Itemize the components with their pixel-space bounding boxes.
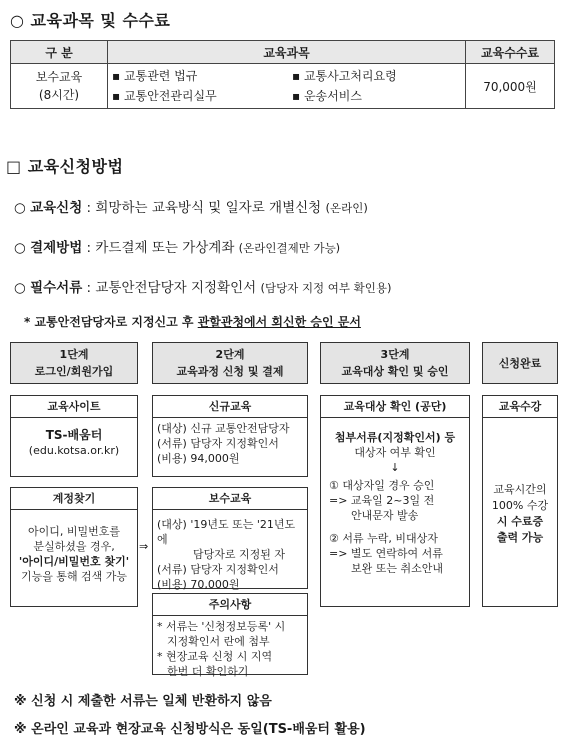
- subject-item: ▪ 교통안전관리실무: [112, 89, 217, 103]
- category-hours: (8시간): [38, 88, 80, 102]
- table-header: 구 분: [11, 41, 108, 64]
- footer-note: ※ 신청 시 제출한 서류는 일체 반환하지 않음: [14, 694, 272, 709]
- box-line: * 서류는 '신청정보등록' 시: [157, 620, 286, 633]
- box-title: 교육대상 확인 (공단): [321, 396, 469, 418]
- box-line: (대상) '19년도 또는 '21년도에: [157, 518, 296, 546]
- box-line: 100% 수강: [491, 499, 549, 512]
- step-number: 2단계: [215, 348, 245, 361]
- box-line: '아이디/비밀번호 찾기': [18, 555, 130, 568]
- category-name: 보수교육: [35, 70, 83, 84]
- step-number: 3단계: [380, 348, 410, 361]
- caution-box: [152, 593, 308, 678]
- table-cell-category: [11, 64, 108, 109]
- account-find-box: [10, 487, 138, 607]
- note-text: * 교통안전담당자로 지정신고 후: [24, 315, 198, 329]
- note-underline: 관할관청에서 회신한 승인 문서: [197, 315, 361, 329]
- step-2: [152, 342, 308, 384]
- bullet: ○: [14, 280, 26, 296]
- arrow-icon: ⇒: [139, 540, 149, 553]
- box-line: (서류) 담당자 지정확인서: [157, 563, 279, 576]
- box-line: 시 수료증: [496, 515, 544, 528]
- down-arrow-icon: ↓: [390, 461, 400, 474]
- box-title: 보수교육: [153, 488, 307, 510]
- box-line: 지정확인서 란에 첨부: [167, 635, 270, 648]
- box-line: 안내문자 발송: [351, 509, 419, 522]
- step-label: 교육대상 확인 및 승인: [341, 365, 449, 378]
- new-edu-box: [152, 395, 308, 477]
- step-number: 1단계: [59, 348, 89, 361]
- box-title: 계정찾기: [11, 488, 137, 510]
- bullet: ○: [14, 240, 26, 256]
- box-line: ② 서류 누락, 비대상자: [329, 532, 438, 545]
- subject-item: ▪ 교통사고처리요령: [292, 69, 397, 83]
- step-label: 교육과정 신청 및 결제: [176, 365, 284, 378]
- apply-item: [14, 196, 368, 216]
- item-note: (담당자 지정 여부 확인용): [260, 281, 392, 295]
- box-title: 주의사항: [153, 594, 307, 616]
- subject-item: ▪ 교통관련 법규: [112, 69, 198, 83]
- item-label: 결제방법: [30, 240, 83, 256]
- bullet: ○: [14, 200, 26, 216]
- renew-edu-box: [152, 487, 308, 589]
- box-line: 보완 또는 취소안내: [351, 562, 444, 575]
- box-line: => 교육일 2~3일 전: [329, 494, 435, 507]
- box-line: (서류) 담당자 지정확인서: [157, 437, 279, 450]
- apply-item: [14, 236, 340, 256]
- fee-table: [10, 40, 555, 109]
- item-label: 교육신청: [30, 200, 83, 216]
- table-cell-subjects: [108, 64, 466, 109]
- table-header: 교육수수료: [466, 41, 555, 64]
- box-line: (비용) 70,000원: [157, 578, 240, 591]
- edu-site-box: [10, 395, 138, 477]
- item-text: : 카드결제 또는 가상계좌: [82, 240, 239, 256]
- box-line: 담당자로 지정된 자: [193, 548, 286, 561]
- item-note: (온라인결제만 가능): [238, 241, 341, 255]
- subject-item: ▪ 운송서비스: [292, 89, 362, 103]
- box-line: 첨부서류(지정확인서) 등: [334, 431, 456, 444]
- footer-note: ※ 온라인 교육과 현장교육 신청방식은 동일(TS-배움터 활용): [14, 722, 366, 737]
- box-title: 교육사이트: [11, 396, 137, 418]
- box-line: * 현장교육 신청 시 지역: [157, 650, 273, 663]
- step-label: 로그인/회원가입: [34, 365, 114, 378]
- box-line: ① 대상자일 경우 승인: [329, 479, 435, 492]
- box-line: => 별도 연락하여 서류: [329, 547, 443, 560]
- box-line: 아이디, 비밀번호를: [27, 525, 120, 538]
- step-3: [320, 342, 470, 384]
- item-text: : 교통안전담당자 지정확인서: [82, 280, 261, 296]
- apply-item: [14, 276, 392, 296]
- box-line: 출력 가능: [496, 531, 544, 544]
- section-title-apply: □ 교육신청방법: [6, 157, 124, 176]
- box-line: (비용) 94,000원: [157, 452, 240, 465]
- step-1: [10, 342, 138, 384]
- item-label: 필수서류: [30, 280, 83, 296]
- section-title-fees: ○ 교육과목 및 수수료: [10, 11, 171, 30]
- verify-box: [320, 395, 470, 607]
- box-title: 교육수강: [483, 396, 557, 418]
- box-line: (대상) 신규 교통안전담당자: [157, 422, 290, 435]
- attend-box: [482, 395, 558, 607]
- box-line: 분실하셨을 경우,: [33, 540, 115, 553]
- required-doc-note: [24, 313, 361, 330]
- item-note: (온라인): [325, 201, 368, 215]
- table-cell-fee: 70,000원: [466, 64, 555, 109]
- box-title: 신규교육: [153, 396, 307, 418]
- box-line: 교육시간의: [493, 483, 547, 496]
- box-line: 기능을 통해 검색 가능: [20, 570, 128, 583]
- site-name: TS-배움터: [45, 428, 103, 442]
- item-text: : 희망하는 교육방식 및 일자로 개별신청: [82, 200, 326, 216]
- box-line: 한번 더 확인하기: [167, 665, 249, 678]
- box-line: 대상자 여부 확인: [354, 446, 436, 459]
- step-label: 신청완료: [498, 356, 542, 370]
- site-url: (edu.kotsa.or.kr): [28, 444, 120, 457]
- step-complete: [482, 342, 558, 384]
- table-header: 교육과목: [108, 41, 466, 64]
